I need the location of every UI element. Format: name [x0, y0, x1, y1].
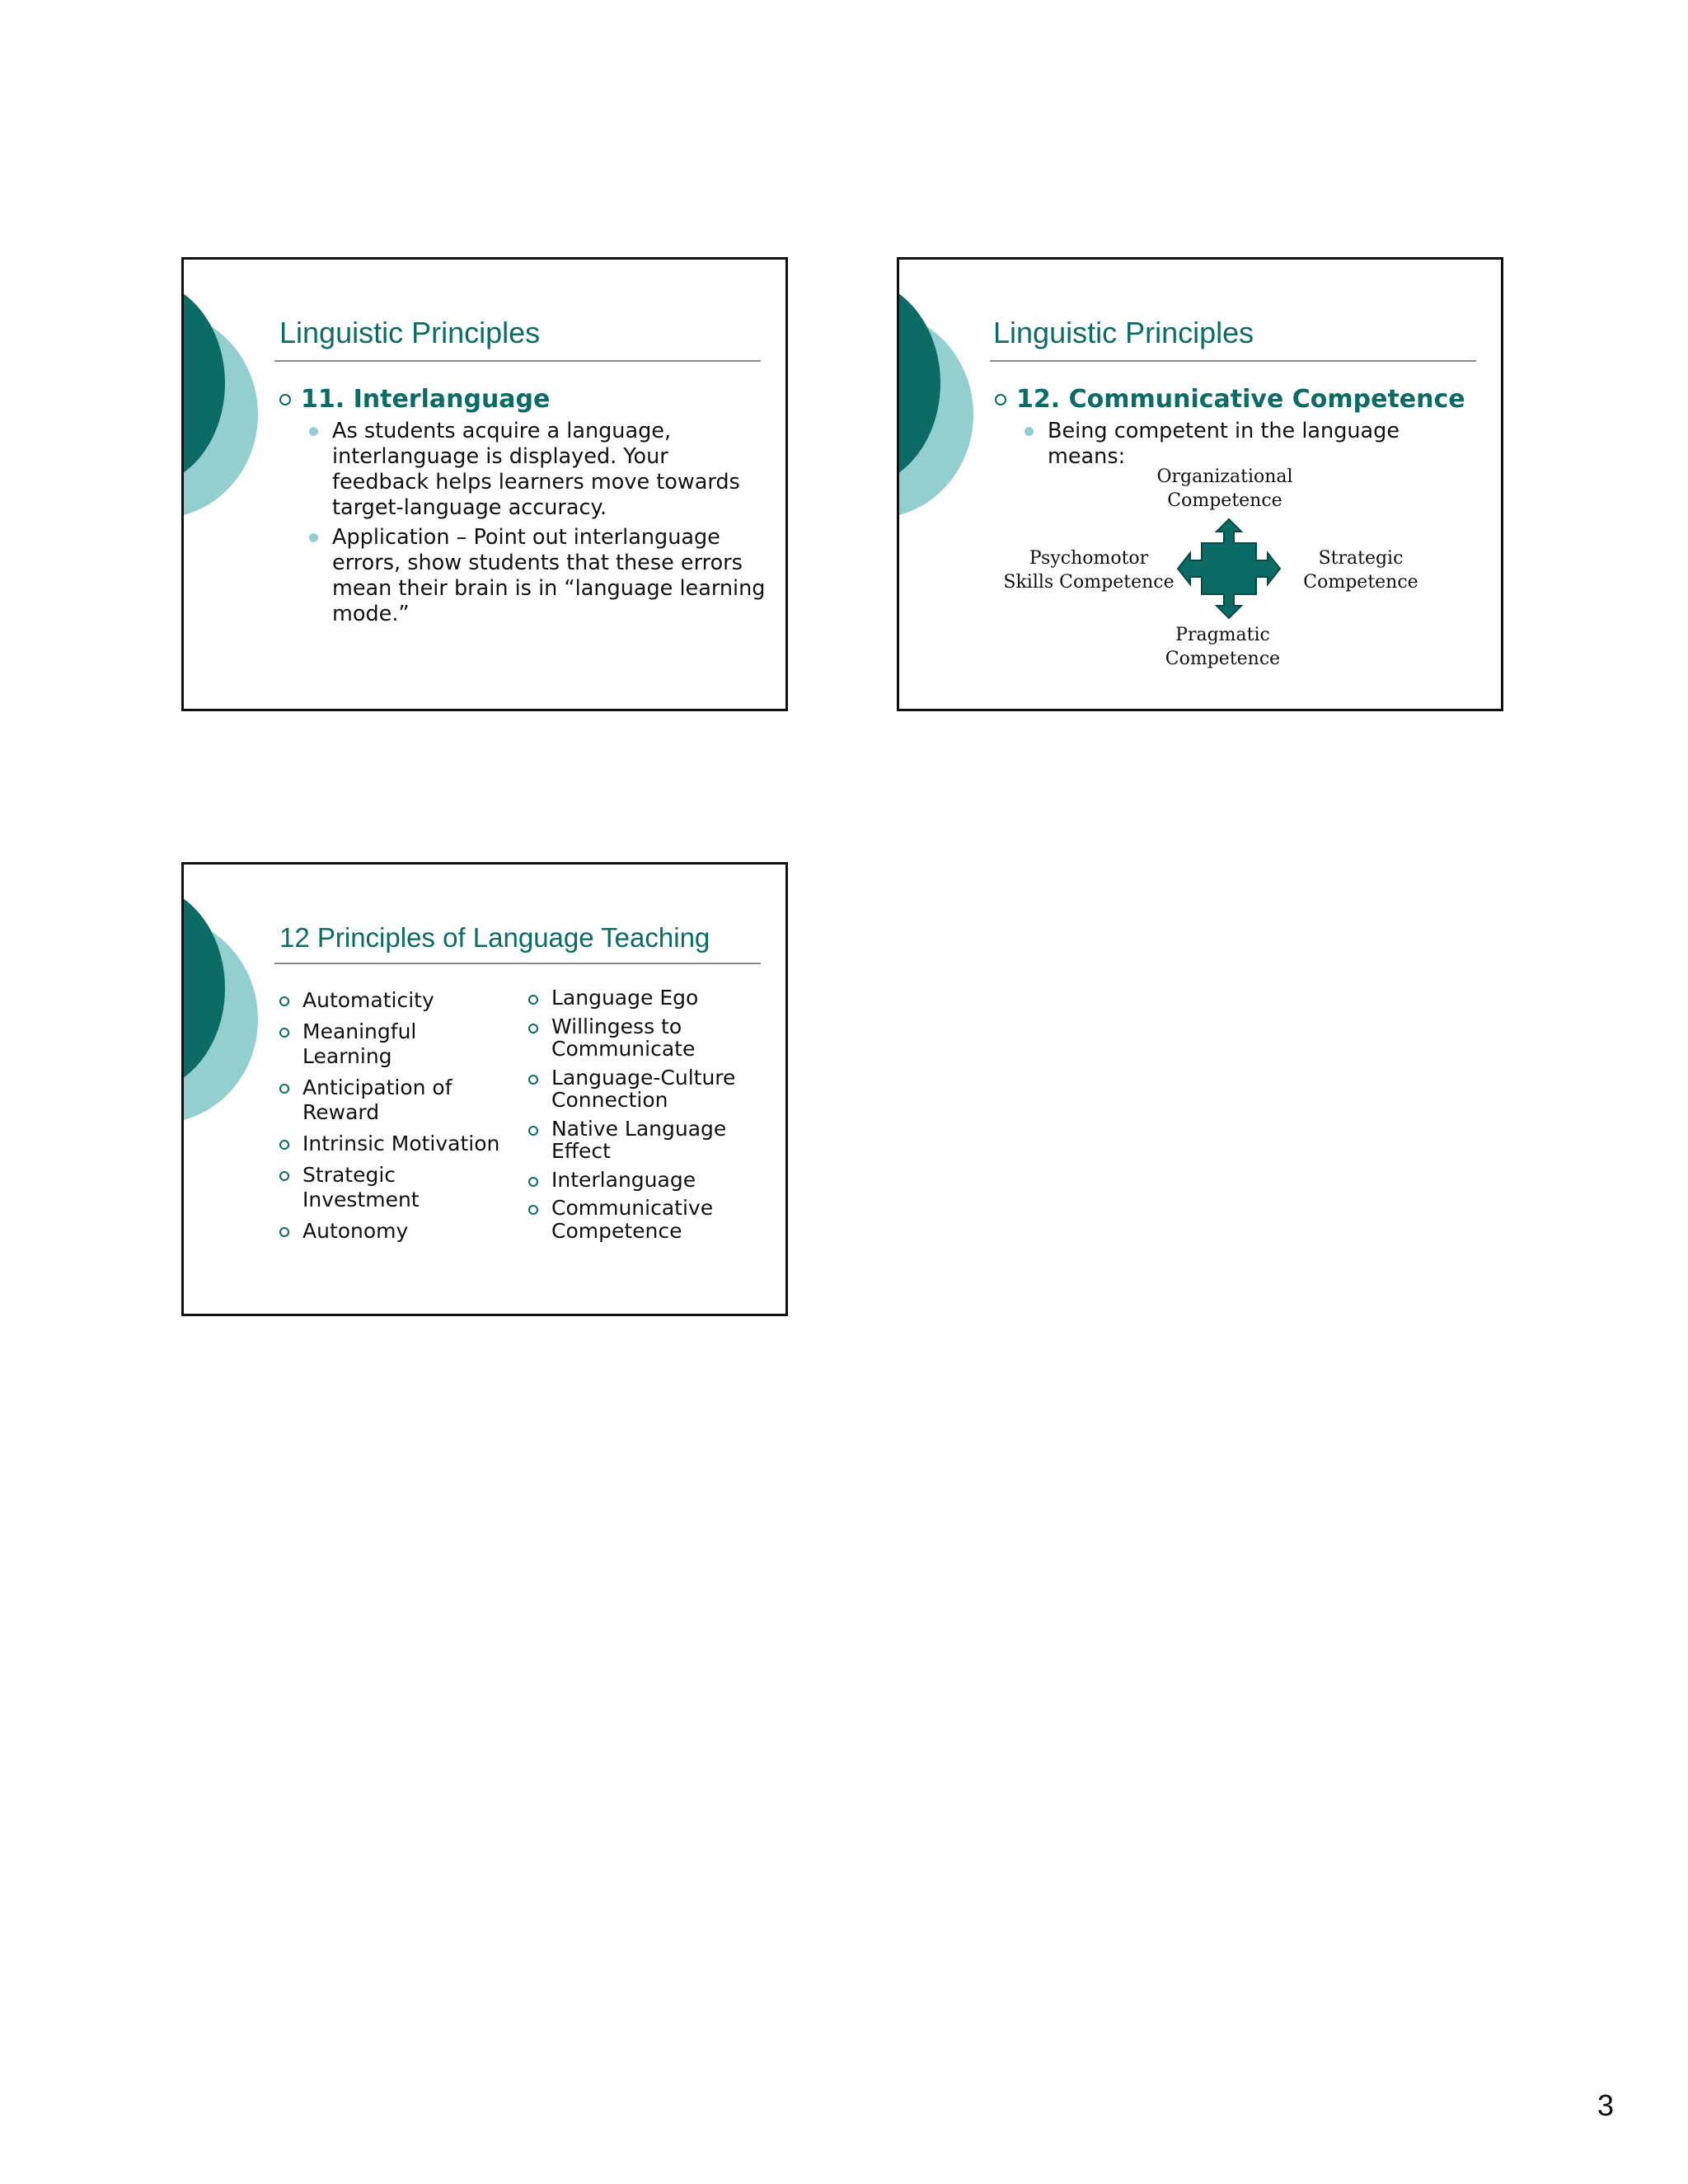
principle-list-item: Meaningful Learning — [279, 1019, 510, 1069]
diagram-label-bottom: Pragmatic Competence — [1165, 625, 1281, 669]
principle-heading-text: 11. Interlanguage — [301, 385, 551, 414]
principle-list-item: Language-Culture Connection — [528, 1066, 776, 1112]
principle-list-item: Strategic Investment — [279, 1163, 510, 1212]
page-number: 3 — [1597, 2088, 1615, 2122]
ring-bullet-icon — [528, 1205, 538, 1215]
principle-list-item: Communicative Competence — [528, 1197, 776, 1242]
principle-list-item: Automaticity — [279, 988, 510, 1013]
diagram-label-right: Strategic Competence — [1303, 548, 1418, 593]
ring-bullet-icon — [528, 1126, 538, 1136]
title-divider — [274, 963, 761, 964]
sub-bullet-text: Application – Point out interlanguage errors, show students that these errors mean their brain is in “language learning mode.” — [332, 525, 766, 626]
principle-list-item: Autonomy — [279, 1219, 510, 1244]
principle-list-item: Intrinsic Motivation — [279, 1132, 510, 1156]
ring-bullet-icon — [279, 996, 289, 1006]
sub-bullet-list — [309, 419, 771, 631]
principle-heading-text: 12. Communicative Competence — [1016, 385, 1465, 414]
slide-communicative-competence — [897, 257, 1503, 711]
diagram-label-top: Organizational Competence — [1156, 466, 1293, 511]
decorative-circles-icon — [184, 260, 283, 548]
competence-diagram — [899, 260, 1503, 711]
ring-bullet-icon — [279, 394, 291, 405]
sub-bullet — [309, 419, 771, 521]
ring-bullet-icon — [279, 1171, 289, 1181]
four-way-arrow-icon — [1176, 518, 1282, 620]
ring-bullet-icon — [279, 1084, 289, 1094]
slide-title: Linguistic Principles — [279, 316, 541, 349]
slide-title: 12 Principles of Language Teaching — [279, 922, 710, 953]
dot-bullet-icon — [309, 533, 318, 542]
ring-bullet-icon — [279, 1227, 289, 1237]
title-divider — [274, 360, 761, 362]
ring-bullet-icon — [528, 1177, 538, 1187]
ring-bullet-icon — [528, 1024, 538, 1033]
sub-bullet-text: Being competent in the language means: — [1048, 419, 1400, 469]
principle-list-item: Willingess to Communicate — [528, 1015, 776, 1061]
slide-twelve-principles — [181, 862, 788, 1316]
decorative-circles-icon — [184, 865, 283, 1153]
principle-list-item: Interlanguage — [528, 1169, 776, 1192]
principle-heading — [279, 385, 550, 414]
slide-interlanguage — [181, 257, 788, 711]
slide-title: Linguistic Principles — [993, 316, 1254, 349]
principle-list-item: Native Language Effect — [528, 1118, 776, 1163]
ring-bullet-icon — [528, 1075, 538, 1085]
sub-bullet-text: As students acquire a language, interlanguage is displayed. Your feedback helps learners move towards target-language accuracy. — [332, 419, 740, 520]
ring-bullet-icon — [528, 995, 538, 1005]
diagram-label-left: Psychomotor Skills Competence — [1003, 548, 1175, 593]
sub-bullet — [309, 525, 771, 627]
principle-list-item: Anticipation of Reward — [279, 1076, 510, 1125]
ring-bullet-icon — [279, 1028, 289, 1038]
principles-left-column — [279, 988, 510, 1250]
dot-bullet-icon — [309, 427, 318, 436]
principle-list-item: Language Ego — [528, 987, 776, 1010]
ring-bullet-icon — [279, 1140, 289, 1150]
principles-right-column — [528, 987, 776, 1248]
